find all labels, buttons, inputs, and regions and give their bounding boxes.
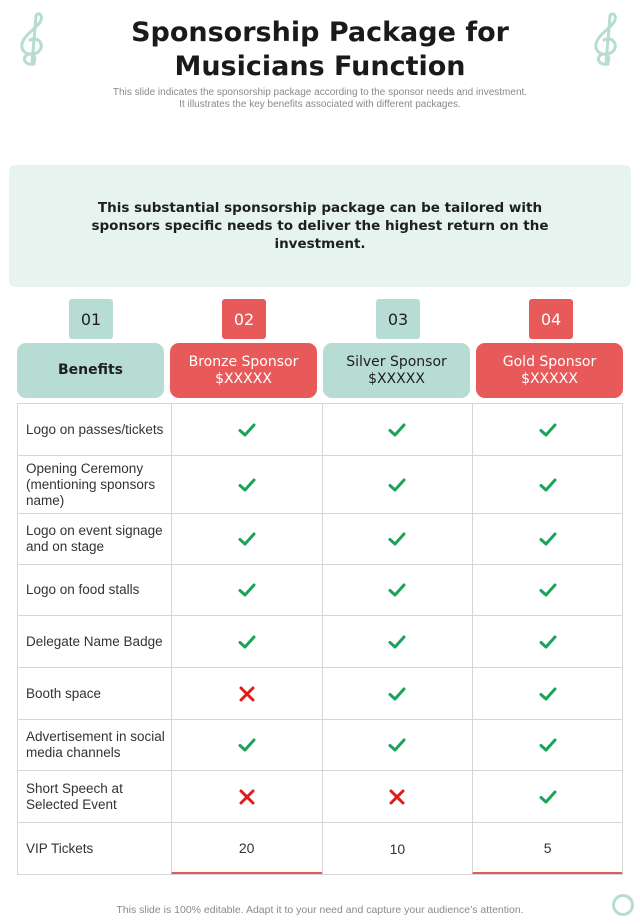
bronze-check-icon [171,565,322,615]
check-icon [538,632,558,652]
benefit-label: Delegate Name Badge [26,633,163,649]
page-title [0,16,640,84]
column-number-gold: 04 [529,299,573,339]
gold-sponsor-price: $XXXXX [521,370,578,387]
gold-check-icon [472,514,622,564]
gold-check-icon [472,404,622,455]
table-row [18,667,622,719]
column-header-bronze [170,343,317,398]
benefit-label: VIP Tickets [26,840,94,856]
column-number-silver: 03 [376,299,420,339]
check-icon [387,420,407,440]
check-icon [538,529,558,549]
bronze-check-icon [171,456,322,513]
silver-check-icon [322,565,473,615]
check-icon [387,735,407,755]
banner-text: This substantial sponsorship package can be tailored with sponsors specific needs to deliver the highest return on the investment. [91,200,549,252]
title-line-1: Sponsorship Package for [131,17,509,48]
table-row [18,822,622,874]
highlight-banner [9,165,631,287]
table-row [18,564,622,615]
benefit-label: Logo on food stalls [26,582,140,597]
silver-check-icon [322,720,473,770]
gold-value: 5 [472,823,622,874]
benefit-label: Opening Ceremony (mentioning sponsors name) [26,460,156,508]
check-icon [538,420,558,440]
gold-check-icon [472,771,622,822]
table-row [18,615,622,667]
benefits-table [17,403,623,875]
benefit-label: Logo on passes/tickets [26,421,164,437]
check-icon [387,632,407,652]
bronze-value: 20 [171,823,322,874]
silver-sponsor-price: $XXXXX [368,370,425,387]
check-icon [237,420,257,440]
bronze-check-icon [171,616,322,667]
table-row [18,719,622,770]
check-icon [538,580,558,600]
benefit-label: Short Speech at Selected Event [26,780,123,812]
gold-check-icon [472,616,622,667]
silver-check-icon [322,404,473,455]
cross-icon [237,684,257,704]
check-icon [237,735,257,755]
gold-check-icon [472,565,622,615]
check-icon [387,475,407,495]
subtitle-line-1: This slide indicates the sponsorship package according to the sponsor needs and investment. [112,87,528,98]
title-line-2: Musicians Function [174,51,466,82]
circle-icon [612,894,634,916]
silver-check-icon [322,514,473,564]
check-icon [387,529,407,549]
gold-check-icon [472,668,622,719]
silver-cross-icon [322,771,473,822]
silver-check-icon [322,616,473,667]
check-icon [538,787,558,807]
gold-sponsor-label: Gold Sponsor [502,353,597,370]
table-row [18,770,622,822]
gold-check-icon [472,456,622,513]
column-header-silver [323,343,470,398]
silver-check-icon [322,456,473,513]
check-icon [237,632,257,652]
bronze-sponsor-price: $XXXXX [215,370,272,387]
check-icon [237,529,257,549]
column-header-benefits [17,343,164,398]
column-header-benefits-label: Benefits [57,362,124,378]
benefit-label: Booth space [26,685,102,701]
bronze-cross-icon [171,668,322,719]
cross-icon [237,787,257,807]
check-icon [237,580,257,600]
footer-note: This slide is 100% editable. Adapt it to your need and capture your audience’s attention. [116,904,524,916]
silver-value: 10 [322,823,473,874]
benefit-label: Logo on event signage and on stage [26,523,163,554]
table-row [18,404,622,455]
page-subtitle [0,87,640,111]
column-number-bronze: 02 [222,299,266,339]
bronze-sponsor-label: Bronze Sponsor [188,353,299,370]
silver-sponsor-label: Silver Sponsor [346,353,447,370]
check-icon [387,580,407,600]
bronze-check-icon [171,404,322,455]
check-icon [237,475,257,495]
gold-check-icon [472,720,622,770]
check-icon [538,735,558,755]
bronze-check-icon [171,720,322,770]
table-row [18,455,622,513]
bronze-cross-icon [171,771,322,822]
silver-check-icon [322,668,473,719]
benefit-label: Advertisement in social media channels [26,729,165,760]
column-header-gold [476,343,623,398]
check-icon [538,475,558,495]
cross-icon [387,787,407,807]
check-icon [387,684,407,704]
table-row [18,513,622,564]
bronze-check-icon [171,514,322,564]
column-number-benefits: 01 [69,299,113,339]
check-icon [538,684,558,704]
subtitle-line-2: It illustrates the key benefits associated with different packages. [179,99,461,110]
